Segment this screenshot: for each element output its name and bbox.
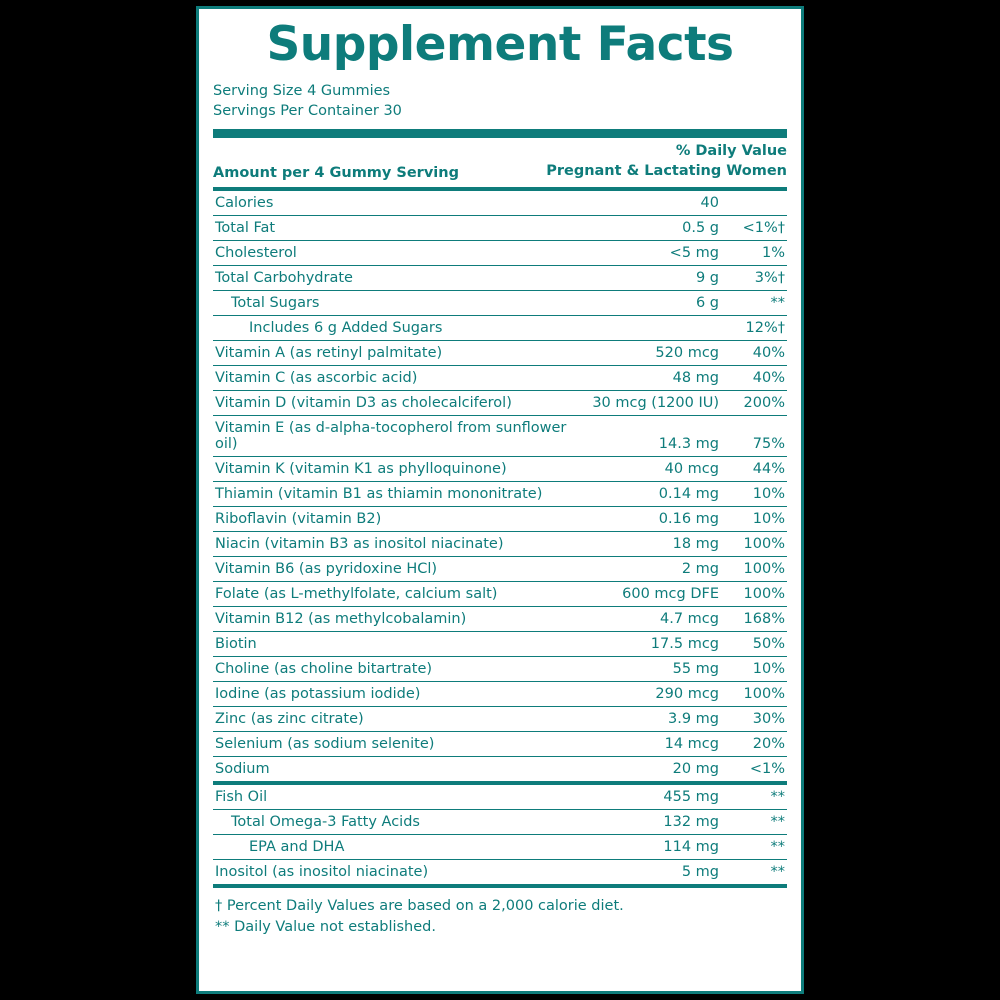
nutrient-name: Calories [213,191,592,216]
table-row [213,860,787,885]
nutrient-name: Vitamin K (vitamin K1 as phylloquinone) [213,457,592,482]
nutrient-daily-value: ** [723,291,787,316]
nutrient-daily-value: 1% [723,241,787,266]
nutrient-amount: 6 g [592,291,723,316]
nutrient-daily-value: 100% [723,682,787,707]
nutrient-daily-value: 40% [723,366,787,391]
nutrient-amount: 114 mg [612,835,723,860]
table-row [213,682,787,707]
nutrient-name: Total Sugars [213,291,592,316]
nutrient-name: Zinc (as zinc citrate) [213,707,592,732]
daily-value-header [503,138,787,187]
nutrients-table [213,191,787,781]
table-row [213,241,787,266]
nutrient-name: Total Fat [213,216,592,241]
nutrient-name: Niacin (vitamin B3 as inositol niacinate) [213,532,592,557]
nutrient-name: Vitamin B6 (as pyridoxine HCl) [213,557,592,582]
nutrient-amount: 55 mg [592,657,723,682]
table-row [213,266,787,291]
nutrient-amount: 132 mg [612,810,723,835]
nutrient-amount: 40 mcg [592,457,723,482]
divider-thick-top [213,129,787,138]
nutrient-name: Total Omega-3 Fatty Acids [213,810,612,835]
table-row [213,757,787,782]
table-row [213,707,787,732]
nutrient-name: Vitamin C (as ascorbic acid) [213,366,592,391]
nutrient-daily-value: 3%† [723,266,787,291]
page-title: Supplement Facts [266,17,734,72]
nutrient-name: Iodine (as potassium iodide) [213,682,592,707]
nutrient-amount: 30 mcg (1200 IU) [592,391,723,416]
nutrient-name: Sodium [215,761,270,778]
nutrient-amount: 0.16 mg [592,507,723,532]
nutrient-amount: 14.3 mg [592,416,723,457]
table-row [213,416,787,457]
nutrient-name: Folate (as L-methylfolate, calcium salt) [213,582,592,607]
nutrient-amount: 3.9 mg [592,707,723,732]
table-row [213,532,787,557]
footnote-asterisks: ** Daily Value not established. [215,919,436,936]
table-row [213,507,787,532]
table-row [213,657,787,682]
table-row [213,341,787,366]
nutrient-amount: 5 mg [681,864,719,881]
nutrient-amount: 17.5 mcg [592,632,723,657]
nutrient-daily-value: ** [770,864,785,881]
nutrient-name: Biotin [213,632,592,657]
table-row [213,457,787,482]
nutrient-name: Total Carbohydrate [213,266,592,291]
nutrient-name: Fish Oil [213,785,612,810]
table-row [213,482,787,507]
nutrient-daily-value: ** [723,785,787,810]
nutrient-name: Vitamin E (as d-alpha-tocopherol from sunflower oil) [213,416,592,457]
nutrient-amount: 600 mcg DFE [592,582,723,607]
table-row [213,557,787,582]
nutrient-amount: 20 mg [672,761,719,778]
nutrient-daily-value: <1%† [723,216,787,241]
table-row [213,216,787,241]
nutrient-amount [592,316,723,341]
nutrient-name: Thiamin (vitamin B1 as thiamin mononitrate) [213,482,592,507]
nutrient-daily-value: ** [723,835,787,860]
nutrient-amount: 0.5 g [592,216,723,241]
nutrient-name: Choline (as choline bitartrate) [213,657,592,682]
nutrient-amount: 18 mg [592,532,723,557]
table-row [213,835,787,860]
nutrient-daily-value: 40% [723,341,787,366]
nutrient-amount: <5 mg [592,241,723,266]
nutrient-name: Cholesterol [213,241,592,266]
table-row [213,607,787,632]
nutrient-daily-value: 30% [723,707,787,732]
nutrient-daily-value: ** [723,810,787,835]
nutrient-name: Selenium (as sodium selenite) [213,732,592,757]
amount-per-serving-label: Amount per 4 Gummy Serving [213,165,459,182]
table-row [213,810,787,835]
nutrient-daily-value: 168% [723,607,787,632]
serving-size: Serving Size 4 Gummies [213,83,391,99]
table-row [213,582,787,607]
servings-per-container: Servings Per Container 30 [213,102,402,119]
footnotes [213,888,787,938]
panel-inner [199,9,801,938]
nutrient-name: Inositol (as inositol niacinate) [215,864,429,881]
nutrient-amount: 4.7 mcg [592,607,723,632]
table-row [213,632,787,657]
table-row [213,732,787,757]
nutrient-amount: 290 mcg [592,682,723,707]
table-row [213,785,787,810]
serving-info [213,82,787,121]
nutrient-daily-value: 100% [723,532,787,557]
nutrient-daily-value: 75% [723,416,787,457]
nutrient-daily-value: 100% [723,582,787,607]
nutrient-amount: 2 mg [592,557,723,582]
nutrient-daily-value: 10% [723,657,787,682]
nutrient-daily-value: 44% [723,457,787,482]
table-row [213,391,787,416]
table-row [213,366,787,391]
nutrient-amount: 9 g [592,266,723,291]
nutrient-amount: 40 [592,191,723,216]
footnote-dagger: † Percent Daily Values are based on a 2,000 calorie diet. [215,898,624,915]
nutrient-daily-value: 20% [723,732,787,757]
nutrient-daily-value: 100% [723,557,787,582]
header-table [213,138,787,187]
dv-line-1: % Daily Value [675,143,787,160]
supplement-facts-panel [196,6,804,994]
nutrient-amount: 14 mcg [592,732,723,757]
table-header-row [213,138,787,187]
nutrient-daily-value: 10% [723,507,787,532]
nutrient-name: EPA and DHA [213,835,612,860]
nutrient-daily-value [723,191,787,216]
nutrient-amount: 0.14 mg [592,482,723,507]
dv-line-2: Pregnant & Lactating Women [546,162,787,179]
secondary-ingredients-table [213,785,787,884]
nutrient-name: Vitamin B12 (as methylcobalamin) [213,607,592,632]
nutrient-name: Riboflavin (vitamin B2) [213,507,592,532]
nutrient-daily-value: 10% [723,482,787,507]
table-row [213,191,787,216]
nutrient-name: Includes 6 g Added Sugars [213,316,592,341]
nutrient-name: Vitamin A (as retinyl palmitate) [213,341,592,366]
nutrient-amount: 455 mg [612,785,723,810]
nutrient-daily-value: 12%† [723,316,787,341]
nutrient-name: Vitamin D (vitamin D3 as cholecalciferol) [213,391,592,416]
nutrient-amount: 48 mg [592,366,723,391]
nutrient-daily-value: 50% [723,632,787,657]
nutrient-daily-value: 200% [723,391,787,416]
table-row [213,316,787,341]
nutrient-amount: 520 mcg [592,341,723,366]
nutrient-daily-value: <1% [749,761,785,778]
table-row [213,291,787,316]
